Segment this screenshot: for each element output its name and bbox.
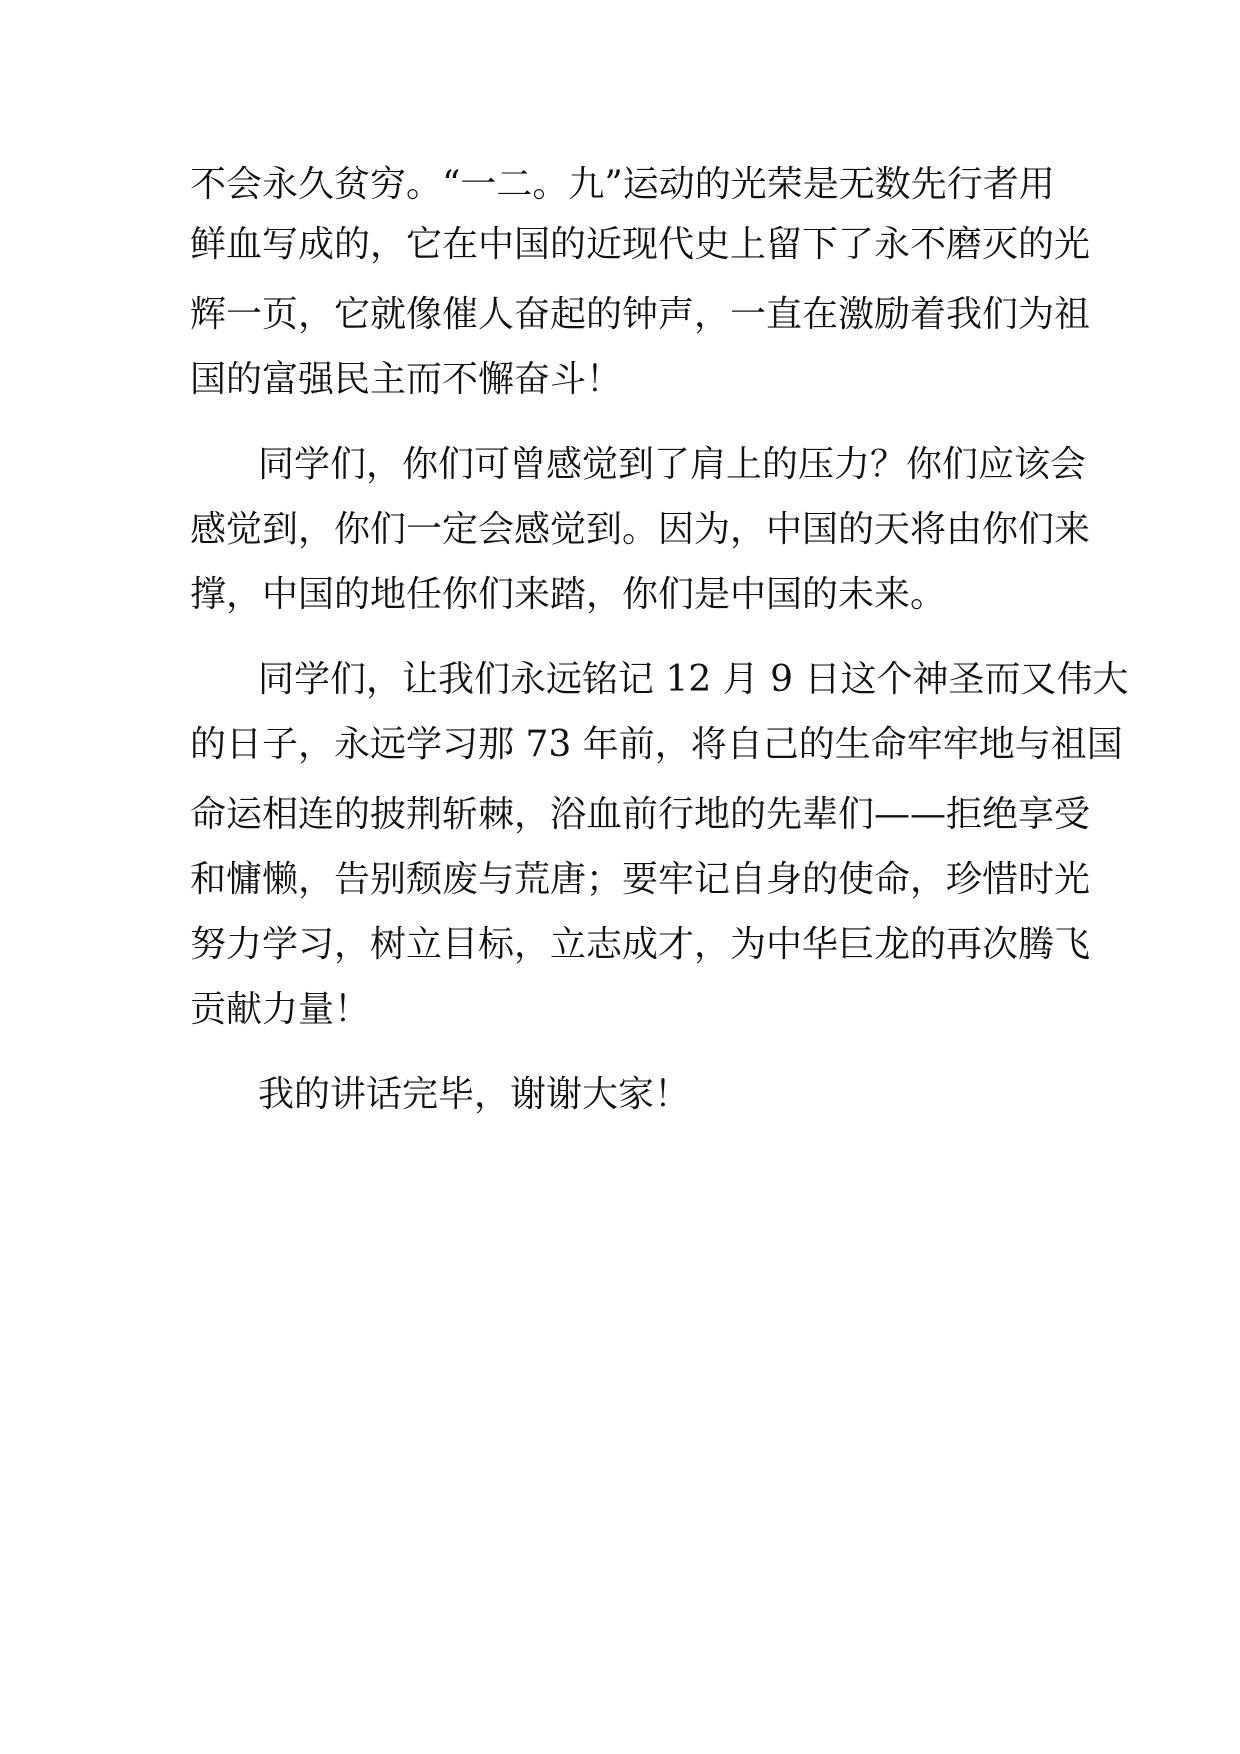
text-line: 国的富强民主而不懈奋斗！ — [190, 359, 623, 400]
text-line: 不会永久贫穷。“一二。九”运动的光荣是无数先行者用 — [190, 164, 1055, 205]
paragraph-first-line: 同学们，你们可曾感觉到了肩上的压力？你们应该会 — [258, 444, 1087, 485]
text-line: 和慵懒，告别颓废与荒唐；要牢记自身的使命，珍惜时光 — [190, 859, 1091, 900]
text-line: 撑，中国的地任你们来踏，你们是中国的未来。 — [190, 574, 947, 615]
text-line: 的日子，永远学习那 73 年前，将自己的生命牢牢地与祖国 — [190, 724, 1123, 765]
text-line: 贡献力量！ — [190, 989, 371, 1030]
text-line: 辉一页，它就像催人奋起的钟声，一直在激励着我们为祖 — [190, 294, 1091, 335]
text-line: 鲜血写成的，它在中国的近现代史上留下了永不磨灭的光 — [190, 224, 1091, 265]
text-line: 命运相连的披荆斩棘，浴血前行地的先辈们——拒绝享受 — [190, 794, 1091, 835]
paragraph-first-line: 同学们，让我们永远铭记 12 月 9 日这个神圣而又伟大 — [258, 659, 1129, 700]
paragraph-first-line: 我的讲话完毕，谢谢大家！ — [258, 1074, 691, 1115]
text-line: 努力学习，树立目标，立志成才，为中华巨龙的再次腾飞 — [190, 924, 1091, 965]
text-line: 感觉到，你们一定会感觉到。因为，中国的天将由你们来 — [190, 509, 1091, 550]
